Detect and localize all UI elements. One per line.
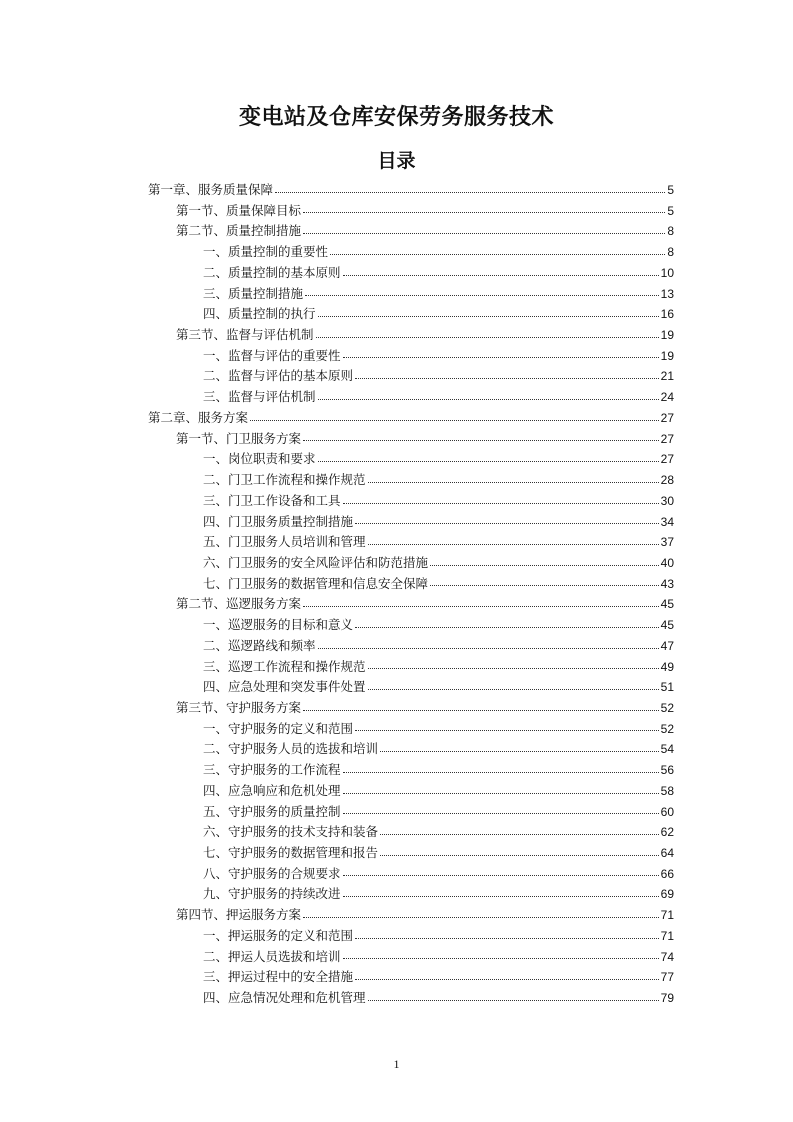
toc-entry-label: 六、门卫服务的安全风险评估和防范措施 [203, 554, 429, 570]
toc-entry[interactable] [148, 947, 674, 968]
toc-entry-page-number: 54 [660, 742, 674, 757]
toc-entry-page-number: 40 [660, 555, 674, 570]
toc-entry[interactable] [148, 988, 674, 1009]
toc-entry-label: 四、应急响应和危机处理 [203, 782, 341, 798]
toc-entry-page-number: 8 [667, 224, 674, 239]
toc-dot-leader [303, 605, 659, 607]
toc-entry-label: 二、质量控制的基本原则 [203, 264, 341, 280]
toc-entry-page-number: 10 [660, 265, 674, 280]
toc-entry-page-number: 64 [660, 846, 674, 860]
toc-entry[interactable] [148, 366, 674, 387]
toc-entry[interactable] [148, 615, 674, 636]
toc-dot-leader [316, 336, 659, 338]
toc-dot-leader [355, 729, 659, 731]
toc-entry[interactable] [148, 221, 674, 242]
toc-entry[interactable] [148, 449, 674, 470]
toc-entry-page-number: 74 [660, 949, 674, 964]
toc-entry-label: 第二章、服务方案 [148, 409, 249, 425]
toc-entry-page-number: 49 [660, 659, 674, 674]
toc-entry[interactable] [148, 325, 674, 346]
toc-entry[interactable] [148, 263, 674, 284]
toc-entry[interactable] [148, 304, 674, 325]
toc-dot-leader [303, 439, 659, 441]
toc-dot-leader [368, 543, 659, 545]
document-title: 变电站及仓库安保劳务服务技术 [238, 105, 554, 130]
toc-entry[interactable] [148, 802, 674, 823]
toc-entry-label: 六、守护服务的技术支持和装备 [203, 824, 379, 840]
toc-dot-leader [343, 895, 659, 897]
toc-entry[interactable] [148, 346, 674, 367]
toc-dot-leader [318, 398, 659, 400]
toc-entry-page-number: 77 [660, 970, 674, 985]
toc-entry[interactable] [148, 553, 674, 574]
toc-heading: 目录 [377, 150, 416, 172]
toc-entry-label: 一、质量控制的重要性 [203, 244, 329, 260]
toc-entry[interactable] [148, 698, 674, 719]
toc-entry-page-number: 16 [660, 307, 674, 322]
toc-dot-leader [380, 833, 659, 835]
toc-entry-label: 第一节、质量保障目标 [176, 202, 302, 218]
toc-entry-label: 第二节、巡逻服务方案 [176, 596, 302, 612]
toc-entry[interactable] [148, 967, 674, 988]
toc-entry[interactable] [148, 739, 674, 760]
toc-entry-label: 七、门卫服务的数据管理和信息安全保障 [203, 575, 429, 591]
toc-entry-label: 三、守护服务的工作流程 [203, 762, 341, 778]
toc-entry-label: 七、守护服务的数据管理和报告 [203, 845, 379, 860]
toc-entry-label: 二、守护服务人员的选拔和培训 [203, 741, 379, 757]
toc-dot-leader [343, 874, 659, 876]
toc-dot-leader [343, 502, 659, 504]
toc-entry[interactable] [148, 408, 674, 429]
toc-entry-page-number: 30 [660, 493, 674, 508]
toc-dot-leader [343, 812, 659, 814]
toc-dot-leader [303, 232, 665, 234]
toc-entry[interactable] [148, 781, 674, 802]
toc-entry-label: 第一章、服务质量保障 [148, 182, 274, 197]
toc-entry-label: 八、守护服务的合规要求 [203, 865, 341, 881]
toc-entry-label: 第三节、监督与评估机制 [176, 327, 314, 343]
toc-entry-page-number: 43 [660, 576, 674, 591]
toc-entry-page-number: 13 [660, 286, 674, 301]
toc-entry-page-number: 45 [660, 597, 674, 612]
toc-dot-leader [355, 978, 659, 980]
toc-dot-leader [318, 647, 659, 649]
toc-entry-page-number: 47 [660, 638, 674, 653]
toc-entry-page-number: 66 [660, 866, 674, 881]
toc-entry-label: 第二节、质量控制措施 [176, 223, 302, 239]
toc-entry[interactable] [148, 822, 674, 843]
toc-entry[interactable] [148, 429, 674, 450]
toc-entry[interactable] [148, 926, 674, 947]
toc-entry-label: 三、门卫工作设备和工具 [203, 492, 341, 508]
toc-dot-leader [368, 999, 659, 1001]
toc-entry[interactable] [148, 594, 674, 615]
toc-entry-label: 第四节、押运服务方案 [176, 907, 302, 923]
toc-dot-leader [343, 771, 659, 773]
toc-entry-page-number: 58 [660, 783, 674, 798]
toc-dot-leader [430, 564, 659, 566]
toc-dot-leader [303, 211, 665, 213]
toc-dot-leader [275, 191, 665, 193]
toc-entry-label: 三、巡逻工作流程和操作规范 [203, 658, 366, 674]
toc-entry[interactable] [148, 180, 674, 201]
toc-entry-page-number: 27 [660, 452, 674, 467]
toc-entry-page-number: 51 [660, 680, 674, 695]
toc-entry-label: 一、监督与评估的重要性 [203, 347, 341, 363]
toc-entry-page-number: 5 [667, 203, 674, 218]
toc-entry-label: 二、监督与评估的基本原则 [203, 368, 354, 384]
toc-entry-page-number: 56 [660, 763, 674, 778]
toc-entry-label: 第一节、门卫服务方案 [176, 430, 302, 446]
toc-dot-leader [303, 916, 659, 918]
toc-entry-page-number: 24 [660, 390, 674, 405]
toc-entry-label: 九、守护服务的持续改进 [203, 886, 341, 902]
toc-entry-label: 五、守护服务的质量控制 [203, 803, 341, 819]
toc-dot-leader [343, 274, 659, 276]
toc-dot-leader [343, 792, 659, 794]
toc-dot-leader [305, 294, 659, 296]
toc-dot-leader [250, 419, 659, 421]
toc-entry[interactable] [148, 574, 674, 595]
toc-entry-page-number: 34 [660, 514, 674, 529]
toc-dot-leader [368, 667, 659, 669]
toc-entry[interactable] [148, 905, 674, 926]
toc-entry-page-number: 71 [660, 908, 674, 923]
toc-entry-page-number: 27 [660, 410, 674, 425]
toc-dot-leader [355, 937, 659, 939]
toc-entry[interactable] [148, 201, 674, 222]
toc-entry[interactable] [148, 636, 674, 657]
toc-entry-page-number: 52 [660, 721, 674, 736]
toc-entry-page-number: 62 [660, 825, 674, 840]
toc-entry-page-number: 8 [667, 245, 674, 260]
toc-dot-leader [355, 626, 659, 628]
toc-entry[interactable] [148, 470, 674, 491]
toc-entry-page-number: 5 [667, 183, 674, 197]
toc-dot-leader [368, 688, 659, 690]
toc-entry-label: 一、守护服务的定义和范围 [203, 720, 354, 736]
toc-entry-label: 四、质量控制的执行 [203, 306, 316, 322]
toc-entry-label: 四、门卫服务质量控制措施 [203, 513, 354, 529]
toc-dot-leader [343, 957, 659, 959]
toc-entry-page-number: 45 [660, 618, 674, 633]
toc-entry-page-number: 60 [660, 804, 674, 819]
toc-dot-leader [355, 522, 659, 524]
toc-entry-label: 一、巡逻服务的目标和意义 [203, 617, 354, 633]
toc-entry-page-number: 69 [660, 887, 674, 902]
toc-entry[interactable] [148, 677, 674, 698]
toc-dot-leader [330, 253, 665, 255]
toc-entry-page-number: 28 [660, 473, 674, 488]
toc-dot-leader [303, 709, 659, 711]
toc-entry-page-number: 37 [660, 535, 674, 550]
toc-entry-page-number: 19 [660, 348, 674, 363]
toc-entry-label: 二、巡逻路线和频率 [203, 637, 316, 653]
toc-entry[interactable] [148, 387, 674, 408]
toc-entry-label: 一、押运服务的定义和范围 [203, 927, 354, 943]
toc-entry-page-number: 52 [660, 700, 674, 715]
toc-entry-label: 三、质量控制措施 [203, 285, 304, 301]
toc-entry-label: 第三节、守护服务方案 [176, 699, 302, 715]
toc-entry-page-number: 27 [660, 431, 674, 446]
toc-dot-leader [368, 481, 659, 483]
toc-entry-page-number: 21 [660, 369, 674, 384]
page-number: 1 [393, 1057, 400, 1071]
toc-dot-leader [318, 315, 659, 317]
toc-dot-leader [380, 750, 659, 752]
toc-dot-leader [380, 854, 659, 856]
toc-entry-label: 一、岗位职责和要求 [203, 451, 316, 467]
toc-entry[interactable] [148, 760, 674, 781]
toc-entry[interactable] [148, 657, 674, 678]
toc-dot-leader [355, 377, 659, 379]
toc-entry-page-number: 71 [660, 928, 674, 943]
toc-entry-label: 三、押运过程中的安全措施 [203, 969, 354, 985]
toc-dot-leader [430, 584, 659, 586]
toc-entry[interactable] [148, 512, 674, 533]
toc-entry-label: 四、应急处理和突发事件处置 [203, 679, 366, 695]
toc-entry-label: 四、应急情况处理和危机管理 [203, 990, 366, 1006]
toc-entry[interactable] [148, 843, 674, 864]
toc-entry-label: 二、押运人员选拔和培训 [203, 948, 341, 964]
toc-dot-leader [318, 460, 659, 462]
toc-entry[interactable] [148, 864, 674, 885]
toc-entry-label: 三、监督与评估机制 [203, 389, 316, 405]
toc-entry-label: 五、门卫服务人员培训和管理 [203, 534, 366, 550]
toc-entry[interactable] [148, 284, 674, 305]
toc-entry[interactable] [148, 242, 674, 263]
toc-entry-page-number: 19 [660, 328, 674, 343]
toc-dot-leader [343, 356, 659, 358]
toc-entry[interactable] [148, 719, 674, 740]
table-of-contents [148, 180, 674, 1009]
toc-entry[interactable] [148, 491, 674, 512]
toc-entry-page-number: 79 [660, 991, 674, 1006]
toc-entry[interactable] [148, 884, 674, 905]
toc-entry[interactable] [148, 532, 674, 553]
toc-entry-label: 二、门卫工作流程和操作规范 [203, 472, 366, 488]
